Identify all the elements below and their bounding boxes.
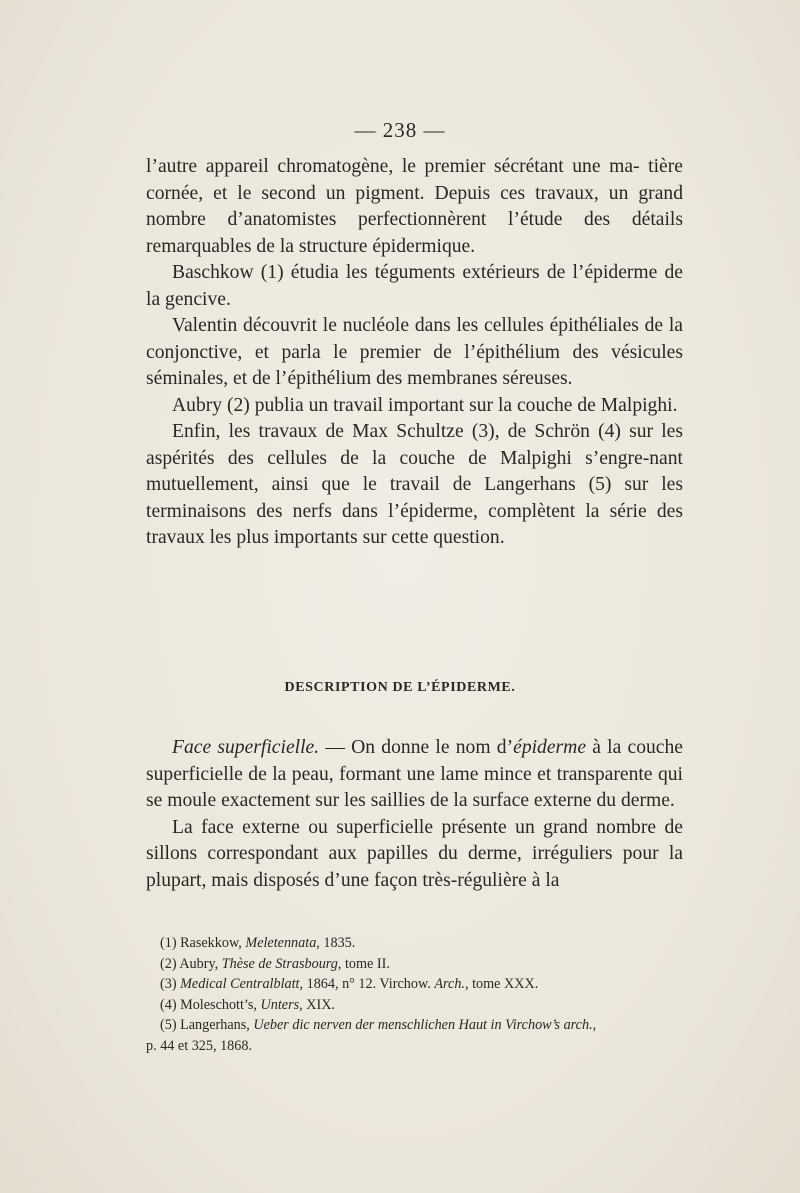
footnote-work: Ueber dic nerven der menschlichen Haut in Virchow’s arch. <box>253 1017 593 1033</box>
footnote-author: Rasekkow, <box>180 935 246 951</box>
footnote-num: (1) <box>160 935 181 951</box>
paragraph-baschkow: Baschkow (1) étudia les téguments extérieurs de l’épiderme de la gencive. <box>146 262 683 310</box>
intro-line-1: l’autre appareil chromatogène, le premier sécrétant une ma- <box>146 156 640 177</box>
lead-italic: Face superficielle. <box>172 737 320 758</box>
footnote-rest: , tome II. <box>337 955 390 972</box>
paragraph-valentin: Valentin découvrit le nucléole dans les cellules épithéliales de la conjonctive, et parla le premier de l’épithélium des vésicules séminales, et de l’épithélium des membranes séreuses. <box>146 315 683 389</box>
paragraph-face-superficielle <box>146 735 683 815</box>
footnote-1 <box>146 933 683 954</box>
section-heading: DESCRIPTION DE L’ÉPIDERME. <box>284 680 516 695</box>
footnote-num: (4) <box>160 996 181 1013</box>
footnote-rest: , <box>592 1017 597 1033</box>
intro-line-4: détails remarquables de la structure épidermique. <box>146 209 683 257</box>
footnote-author: Langerhans, <box>180 1017 254 1033</box>
p1-before-term: — On donne le nom d’ <box>319 737 514 758</box>
section-text <box>146 735 683 894</box>
intro-line-2: tière cornée, et le second un pigment. Depuis ces travaux, <box>146 156 683 204</box>
p1-after-term: à la couche superficielle de la peau, formant une lame mince et transparente qui se moule exactement sur les saillies de la surface externe du derme. <box>146 737 683 811</box>
footnote-4 <box>146 995 683 1016</box>
footnote-work-2: Arch. <box>434 976 465 992</box>
footnote-work: Unters <box>260 996 300 1013</box>
footnote-rest: , XIX. <box>299 996 335 1013</box>
footnotes <box>146 933 683 1056</box>
footnote-mid: , 1864, n° 12. Virchow. <box>299 976 435 992</box>
footnote-rest: , tome XXX. <box>464 976 539 992</box>
footnote-work: Medical Centralblatt <box>180 976 300 992</box>
footnote-rest: , 1835. <box>316 935 356 951</box>
footnote-work: Thèse de Strasbourg <box>221 955 338 972</box>
body-text <box>146 154 683 552</box>
paragraph-enfin: Enfin, les travaux de Max Schultze (3), de Schrön (4) sur les aspérités des cellules de la couche de Malpighi s’engre-nant mutuellement, ainsi que le travail de Langerhans (5) sur les terminaisons des nerfs dans l’épiderme, complètent la série des travaux les plus importants sur cette question. <box>146 421 683 548</box>
paragraph-face-externe: La face externe ou superficielle présente un grand nombre de sillons correspondant aux papilles du derme, irréguliers pour la plupart, mais disposés d’une façon très-régulière à la <box>146 816 683 891</box>
footnote-2 <box>146 954 683 975</box>
footnote-author: Aubry, <box>179 955 222 972</box>
footnote-5 <box>146 1015 683 1036</box>
intro-line-3: un grand nombre d’anatomistes perfectionnèrent l’étude des <box>146 182 683 230</box>
footnote-num: (2) <box>160 955 180 972</box>
footnote-3 <box>146 974 683 995</box>
footnote-author: Moleschott’s, <box>180 996 261 1013</box>
footnote-work: Meletennata <box>245 935 317 951</box>
footnote-5-continuation: p. 44 et 325, 1868. <box>146 1037 253 1054</box>
page-number: — 238 — <box>354 118 446 142</box>
term-epiderme: épiderme <box>513 737 587 758</box>
intro-paragraph <box>146 154 683 260</box>
footnote-num: (5) <box>160 1017 181 1033</box>
paragraph-aubry: Aubry (2) publia un travail important sur la couche de Malpighi. <box>172 394 678 416</box>
footnote-num: (3) <box>160 976 181 992</box>
